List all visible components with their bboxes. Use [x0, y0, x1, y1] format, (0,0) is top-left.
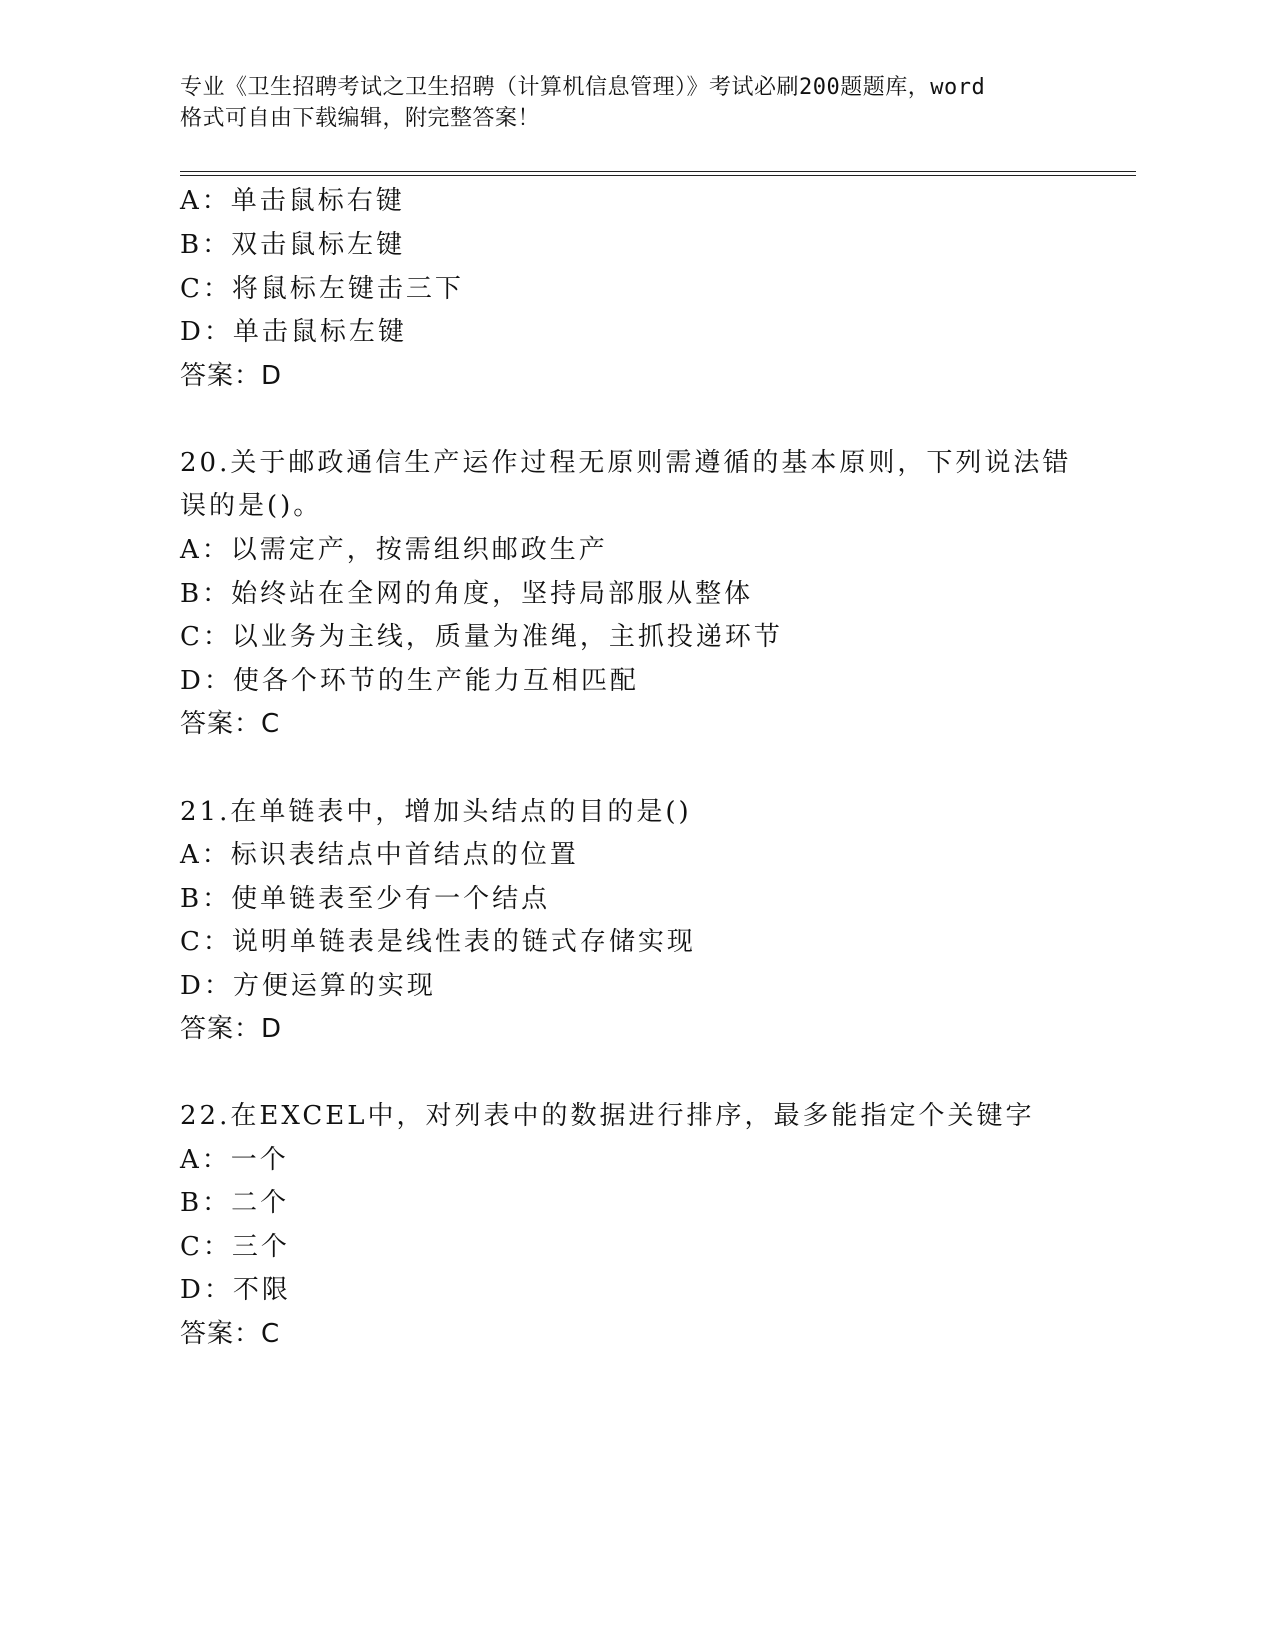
- header-divider-top: [180, 171, 1136, 172]
- header-divider-bottom: [180, 175, 1136, 176]
- q22-option-b: B：二个: [180, 1188, 290, 1218]
- q22-answer: 答案：C: [180, 1319, 281, 1349]
- q21-option-b: B：使单链表至少有一个结点: [180, 884, 551, 914]
- q19-option-d: D：单击鼠标左键: [180, 317, 407, 347]
- q19-option-b: B：双击鼠标左键: [180, 230, 406, 260]
- q22-option-c: C：三个: [180, 1232, 290, 1262]
- q22-option-d: D：不限: [180, 1275, 291, 1305]
- q20-question-line-2: 误的是()。: [180, 491, 323, 521]
- q20-option-b: B：始终站在全网的角度，坚持局部服从整体: [180, 579, 754, 609]
- q19-answer: 答案：D: [180, 361, 283, 391]
- header-title-line-1: 专业《卫生招聘考试之卫生招聘（计算机信息管理）》考试必刷200题题库，word: [180, 75, 986, 100]
- q19-option-a: A：单击鼠标右键: [180, 186, 405, 216]
- q21-question-line-1: 21.在单链表中，增加头结点的目的是(): [180, 797, 692, 827]
- q20-option-a: A：以需定产，按需组织邮政生产: [180, 535, 608, 565]
- q21-answer: 答案：D: [180, 1014, 283, 1044]
- q21-option-c: C：说明单链表是线性表的链式存储实现: [180, 927, 696, 957]
- q20-question-line-1: 20.关于邮政通信生产运作过程无原则需遵循的基本原则，下列说法错: [180, 448, 1072, 478]
- header-title-line-2: 格式可自由下载编辑，附完整答案！: [180, 106, 541, 131]
- q19-option-c: C：将鼠标左键击三下: [180, 274, 464, 304]
- q20-option-c: C：以业务为主线，质量为准绳，主抓投递环节: [180, 622, 783, 652]
- q20-option-d: D：使各个环节的生产能力互相匹配: [180, 666, 639, 696]
- q22-question-line-1: 22.在EXCEL中，对列表中的数据进行排序，最多能指定个关键字: [180, 1101, 1035, 1131]
- q21-option-d: D：方便运算的实现: [180, 971, 436, 1001]
- q21-option-a: A：标识表结点中首结点的位置: [180, 840, 579, 870]
- q22-option-a: A：一个: [180, 1145, 289, 1175]
- q20-answer: 答案：C: [180, 709, 281, 739]
